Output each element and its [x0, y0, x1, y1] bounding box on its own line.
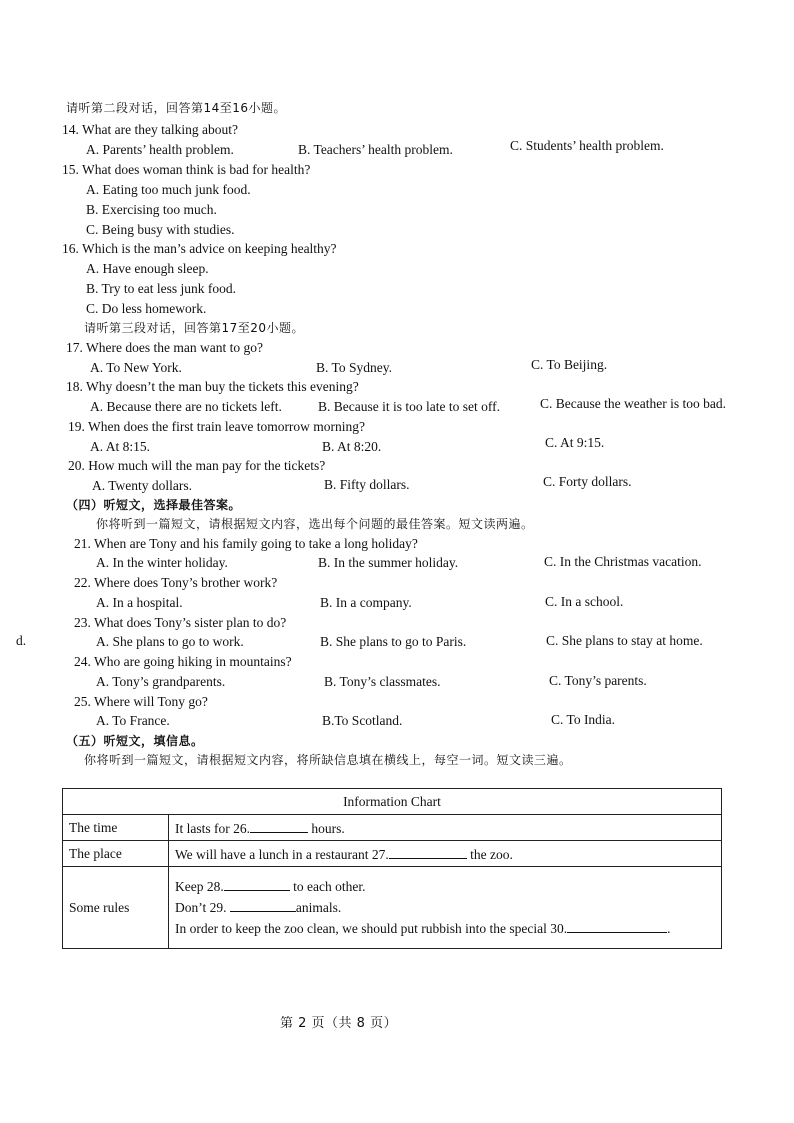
section4-instruction: 你将听到一篇短文，请根据短文内容，选出每个问题的最佳答案。短文读两遍。 [96, 517, 534, 531]
question-25: 25. Where will Tony go? [74, 694, 208, 709]
q17-option-a: A. To New York. [90, 360, 182, 375]
rule-2 [175, 897, 715, 918]
blank-28[interactable] [224, 877, 290, 891]
question-24: 24. Who are going hiking in mountains? [74, 654, 292, 669]
q19-option-a: A. At 8:15. [90, 439, 151, 454]
q16-option-b: B. Try to eat less junk food. [86, 281, 237, 296]
rule1-text-2: to each other. [293, 879, 366, 894]
blank-26[interactable] [250, 819, 308, 833]
question-22: 22. Where does Tony’s brother work? [74, 575, 278, 590]
q15-option-c: C. Being busy with studies. [86, 222, 235, 237]
chart-place-row [169, 841, 722, 867]
information-chart [62, 788, 722, 949]
chart-time-label: The time [63, 815, 169, 841]
chart-rules-row [169, 867, 722, 949]
question-21: 21. When are Tony and his family going to take a long holiday? [74, 536, 418, 551]
question-14: 14. What are they talking about? [62, 122, 238, 137]
q15-option-b: B. Exercising too much. [86, 202, 217, 217]
chart-title: Information Chart [63, 789, 722, 815]
q20-option-b: B. Fifty dollars. [324, 477, 410, 492]
time-text-2: hours. [311, 820, 345, 836]
q21-option-c: C. In the Christmas vacation. [544, 554, 702, 569]
q23-option-c: C. She plans to stay at home. [546, 633, 703, 648]
part3-instruction: 请听第三段对话，回答第17至20小题。 [84, 321, 305, 335]
q15-option-a: A. Eating too much junk food. [86, 182, 251, 197]
q25-option-c: C. To India. [551, 712, 616, 727]
blank-30[interactable] [567, 919, 667, 933]
rule-1 [175, 876, 715, 897]
q23-option-b: B. She plans to go to Paris. [320, 634, 467, 649]
place-text-1: We will have a lunch in a restaurant 27. [175, 846, 389, 862]
rule1-text-1: Keep 28. [175, 879, 224, 894]
question-18: 18. Why doesn’t the man buy the tickets this evening? [66, 379, 359, 394]
q22-option-b: B. In a company. [320, 595, 412, 610]
question-19: 19. When does the first train leave tomorrow morning? [68, 419, 366, 434]
chart-place-label: The place [63, 841, 169, 867]
q17-option-b: B. To Sydney. [316, 360, 392, 375]
page-footer: 第 2 页（共 8 页） [280, 1016, 398, 1031]
q24-option-c: C. Tony’s parents. [549, 673, 647, 688]
part2-instruction: 请听第二段对话，回答第14至16小题。 [66, 101, 287, 115]
q18-option-c: C. Because the weather is too bad. [540, 396, 726, 411]
question-17: 17. Where does the man want to go? [66, 340, 263, 355]
q22-option-a: A. In a hospital. [96, 595, 183, 610]
q18-option-b: B. Because it is too late to set off. [318, 399, 500, 414]
rule2-text-2: animals. [295, 900, 342, 915]
question-20: 20. How much will the man pay for the tickets? [68, 458, 326, 473]
rule3-text-1: In order to keep the zoo clean, we should put rubbish into the special 30. [175, 921, 568, 936]
q17-option-c: C. To Beijing. [531, 357, 608, 372]
q16-option-a: A. Have enough sleep. [86, 261, 209, 276]
q19-option-b: B. At 8:20. [322, 439, 382, 454]
place-text-2: the zoo. [470, 846, 513, 862]
q14-option-c: C. Students’ health problem. [510, 138, 664, 153]
margin-mark: d. [16, 633, 27, 648]
blank-27[interactable] [389, 845, 467, 859]
q20-option-c: C. Forty dollars. [543, 474, 632, 489]
question-23: 23. What does Tony’s sister plan to do? [74, 615, 287, 630]
q21-option-b: B. In the summer holiday. [318, 555, 459, 570]
q22-option-c: C. In a school. [545, 594, 624, 609]
question-15: 15. What does woman think is bad for health? [62, 162, 311, 177]
question-16: 16. Which is the man’s advice on keeping healthy? [62, 241, 337, 256]
q21-option-a: A. In the winter holiday. [96, 555, 228, 570]
section5-title: （五）听短文，填信息。 [66, 734, 204, 748]
q16-option-c: C. Do less homework. [86, 301, 207, 316]
q24-option-a: A. Tony’s grandparents. [96, 674, 226, 689]
q18-option-a: A. Because there are no tickets left. [90, 399, 282, 414]
time-text-1: It lasts for 26. [175, 820, 250, 836]
q14-option-a: A. Parents’ health problem. [86, 142, 234, 157]
q23-option-a: A. She plans to go to work. [96, 634, 244, 649]
section4-title: （四）听短文，选择最佳答案。 [66, 498, 242, 512]
rule2-text-1: Don’t 29. [175, 900, 227, 915]
rule3-text-2: . [667, 921, 671, 936]
q20-option-a: A. Twenty dollars. [92, 478, 193, 493]
rule-3 [175, 918, 715, 939]
q25-option-a: A. To France. [96, 713, 170, 728]
blank-29[interactable] [230, 898, 296, 912]
q19-option-c: C. At 9:15. [545, 435, 605, 450]
section5-instruction: 你将听到一篇短文，请根据短文内容，将所缺信息填在横线上，每空一词。短文读三遍。 [84, 753, 572, 767]
q24-option-b: B. Tony’s classmates. [324, 674, 441, 689]
chart-time-row [169, 815, 722, 841]
q25-option-b: B.To Scotland. [322, 713, 403, 728]
chart-rules-label: Some rules [63, 867, 169, 949]
q14-option-b: B. Teachers’ health problem. [298, 142, 453, 157]
